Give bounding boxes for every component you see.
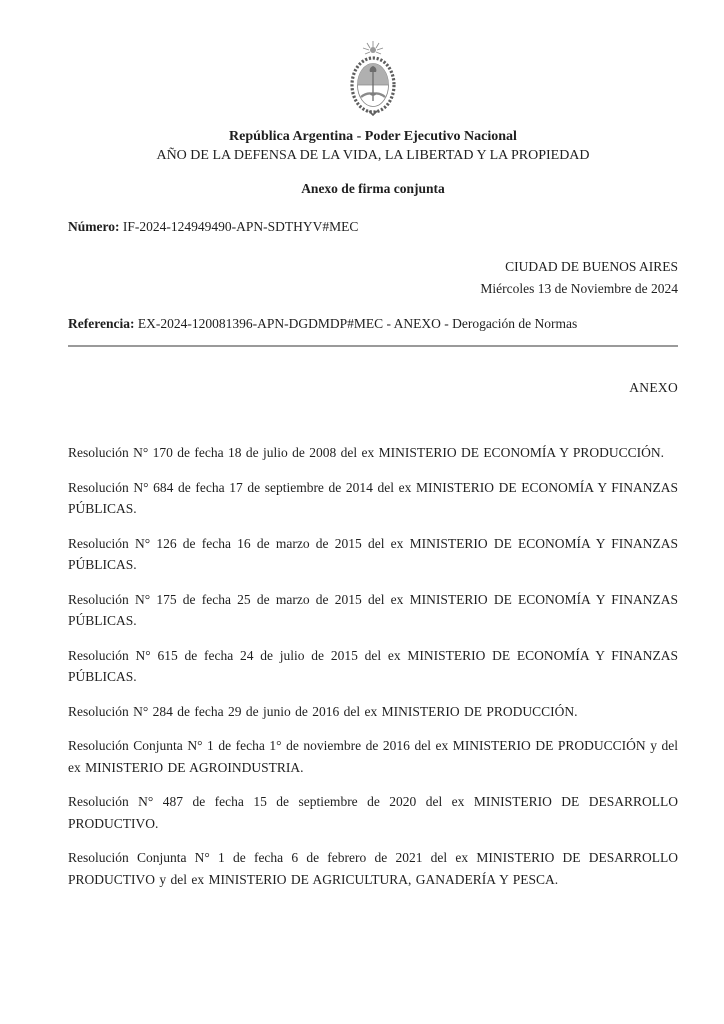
anexo-section-title: ANEXO	[629, 380, 678, 395]
date-line: Miércoles 13 de Noviembre de 2024	[480, 281, 678, 296]
resolutions-list	[68, 442, 678, 890]
city-line: CIUDAD DE BUENOS AIRES	[505, 259, 678, 274]
document-type-title: Anexo de firma conjunta	[301, 181, 445, 196]
place-date-block	[68, 256, 678, 300]
numero-row	[68, 218, 678, 236]
resolution-paragraph: Resolución Conjunta N° 1 de fecha 6 de febrero de 2021 del ex MINISTERIO DE DESARROLLO PRODUCTIVO y del ex MINISTERIO DE AGRICULTURA, GANADERÍA Y PESCA.	[68, 850, 678, 887]
referencia-label: Referencia:	[68, 316, 135, 331]
resolution-paragraph: Resolución N° 615 de fecha 24 de julio de 2015 del ex MINISTERIO DE ECONOMÍA Y FINANZAS PÚBLICAS.	[68, 647, 678, 684]
argentina-coat-of-arms-icon	[343, 40, 403, 118]
horizontal-divider	[68, 345, 678, 347]
resolution-paragraph: Resolución N° 175 de fecha 25 de marzo de 2015 del ex MINISTERIO DE ECONOMÍA Y FINANZAS PÚBLICAS.	[68, 591, 678, 628]
year-motto: AÑO DE LA DEFENSA DE LA VIDA, LA LIBERTAD Y LA PROPIEDAD	[156, 148, 590, 163]
resolution-paragraph: Resolución N° 487 de fecha 15 de septiembre de 2020 del ex MINISTERIO DE DESARROLLO PRODUCTIVO.	[68, 794, 678, 831]
resolution-paragraph: Resolución N° 684 de fecha 17 de septiembre de 2014 del ex MINISTERIO DE ECONOMÍA Y FINANZAS PÚBLICAS.	[68, 479, 678, 516]
resolution-paragraph: Resolución N° 126 de fecha 16 de marzo de 2015 del ex MINISTERIO DE ECONOMÍA Y FINANZAS PÚBLICAS.	[68, 535, 678, 572]
resolution-paragraph: Resolución Conjunta N° 1 de fecha 1° de noviembre de 2016 del ex MINISTERIO DE PRODUCCIÓN y del ex MINISTERIO DE AGROINDUSTRIA.	[68, 738, 678, 775]
referencia-row	[68, 315, 678, 333]
resolution-paragraph: Resolución N° 284 de fecha 29 de junio de 2016 del ex MINISTERIO DE PRODUCCIÓN.	[68, 703, 578, 719]
referencia-value: EX-2024-120081396-APN-DGDMDP#MEC - ANEXO - Derogación de Normas	[137, 316, 578, 331]
resolution-paragraph: Resolución N° 170 de fecha 18 de julio de 2008 del ex MINISTERIO DE ECONOMÍA Y PRODUCCIÓN.	[68, 445, 664, 460]
numero-value: IF-2024-124949490-APN-SDTHYV#MEC	[122, 219, 359, 234]
document-content	[68, 0, 678, 890]
republic-title: República Argentina - Poder Ejecutivo Nacional	[229, 129, 517, 144]
numero-label: Número:	[68, 219, 120, 234]
